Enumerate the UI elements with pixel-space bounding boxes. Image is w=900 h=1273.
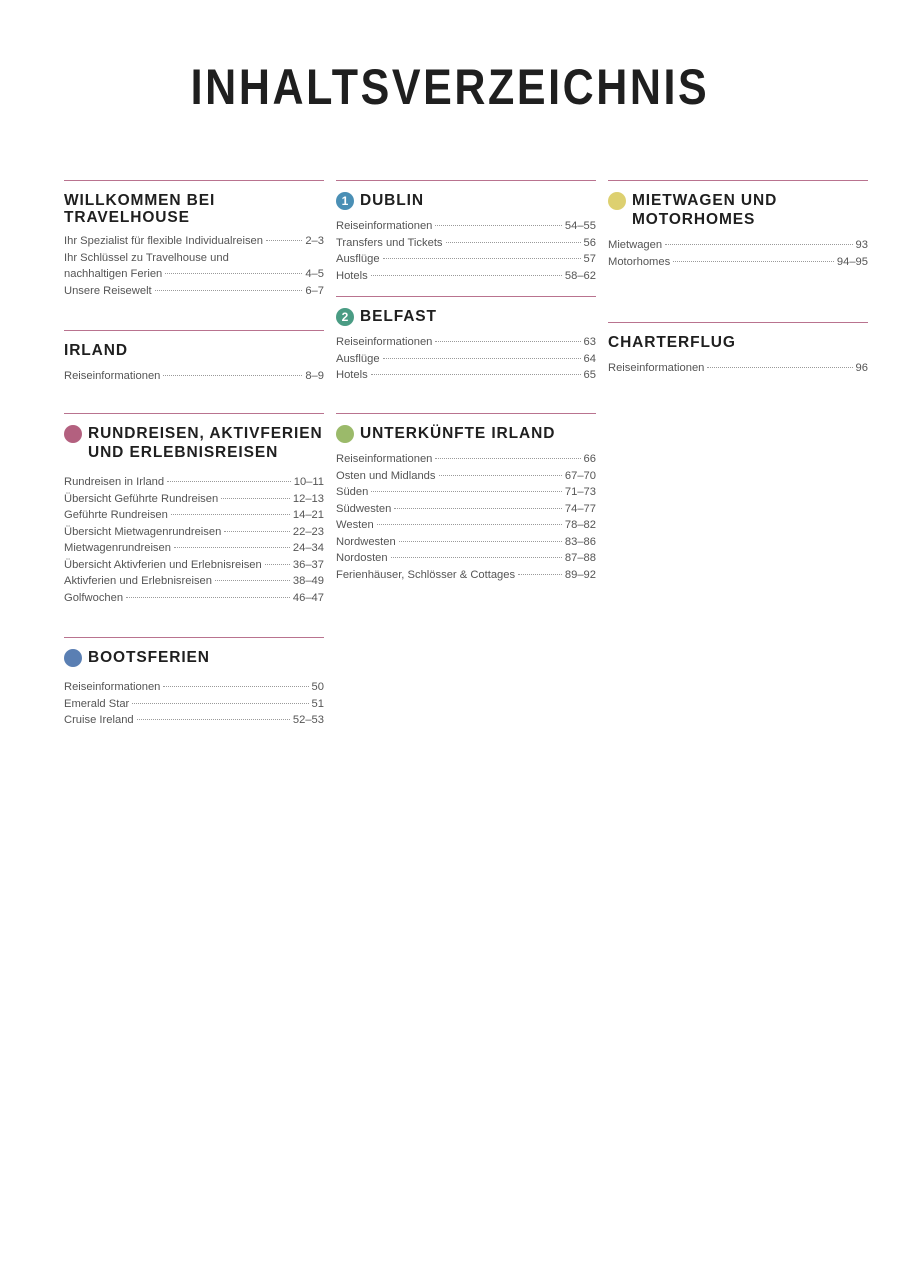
- section-title-line-1: MIETWAGEN UND: [632, 192, 778, 209]
- toc-entry[interactable]: Mietwagenrundreisen 24–34: [64, 542, 324, 554]
- section-title: [64, 191, 215, 225]
- leader-dots: [171, 514, 290, 515]
- toc-list: [608, 360, 868, 377]
- section-heading: [336, 307, 596, 326]
- section-title: BOOTSFERIEN: [88, 649, 210, 666]
- toc-entry[interactable]: Übersicht Geführte Rundreisen 12–13: [64, 492, 324, 505]
- toc-entry[interactable]: Reiseinformationen 54–55: [336, 220, 596, 232]
- section-willkommen: [64, 180, 324, 299]
- toc-entry[interactable]: Aktivferien und Erlebnisreisen 38–49: [64, 575, 324, 587]
- toc-entry[interactable]: Geführte Rundreisen 14–21: [64, 509, 324, 521]
- leader-dots: [215, 580, 290, 581]
- toc-entry[interactable]: Osten und Midlands 67–70: [336, 469, 596, 482]
- toc-entry[interactable]: Ausflüge 57: [336, 253, 596, 265]
- section-heading: [64, 424, 324, 462]
- leader-dots: [155, 290, 303, 291]
- section-title: CHARTERFLUG: [608, 334, 736, 351]
- toc-entry[interactable]: Reiseinformationen 50: [64, 681, 324, 693]
- section-heading: [608, 333, 868, 352]
- leader-dots: [435, 225, 561, 226]
- leader-dots: [371, 275, 562, 276]
- category-dot-icon: [64, 649, 82, 667]
- number-badge-icon: 2: [336, 308, 354, 326]
- leader-dots: [224, 531, 290, 532]
- toc-entry[interactable]: Reiseinformationen 8–9: [64, 370, 324, 382]
- section-title: UNTERKÜNFTE IRLAND: [360, 425, 556, 442]
- toc-entry[interactable]: Unsere Reisewelt 6–7: [64, 284, 324, 297]
- leader-dots: [399, 541, 562, 542]
- leader-dots: [165, 273, 302, 274]
- leader-dots: [383, 358, 581, 359]
- leader-dots: [391, 557, 562, 558]
- leader-dots: [167, 481, 291, 482]
- leader-dots: [439, 475, 562, 476]
- toc-entry[interactable]: Hotels 58–62: [336, 269, 596, 282]
- toc-list: [64, 474, 324, 606]
- category-dot-icon: [336, 425, 354, 443]
- section-title: [88, 424, 323, 462]
- section-title: [632, 191, 777, 229]
- leader-dots: [435, 341, 580, 342]
- section-title: BELFAST: [360, 308, 437, 325]
- section-irland: [64, 330, 324, 385]
- section-title-line-2: TRAVELHOUSE: [64, 209, 190, 226]
- leader-dots: [435, 458, 580, 459]
- toc-list: [336, 218, 596, 284]
- section-heading: [608, 191, 868, 229]
- toc-entry[interactable]: Nordwesten 83–86: [336, 535, 596, 548]
- section-heading: [64, 191, 324, 225]
- leader-dots: [265, 564, 290, 565]
- category-dot-icon: [64, 425, 82, 443]
- leader-dots: [665, 244, 852, 245]
- toc-entry[interactable]: Übersicht Mietwagenrundreisen 22–23: [64, 525, 324, 538]
- category-dot-icon: [608, 192, 626, 210]
- section-title-line-2: MOTORHOMES: [632, 211, 756, 228]
- section-bootsferien: [64, 637, 324, 729]
- toc-entry[interactable]: nachhaltigen Ferien 4–5: [64, 268, 324, 280]
- number-badge-icon: 1: [336, 192, 354, 210]
- toc-entry[interactable]: Süden 71–73: [336, 486, 596, 498]
- leader-dots: [673, 261, 834, 262]
- section-mietwagen: [608, 180, 868, 270]
- section-title-line-2: UND ERLEBNISREISEN: [88, 444, 279, 461]
- toc-entry-line[interactable]: Ihr Schlüssel zu Travelhouse und: [64, 251, 229, 264]
- toc-entry[interactable]: Transfers und Tickets 56: [336, 236, 596, 249]
- toc-entry[interactable]: Reiseinformationen 66: [336, 453, 596, 465]
- toc-list: [336, 334, 596, 384]
- toc-entry[interactable]: Nordosten 87–88: [336, 552, 596, 564]
- section-rundreisen: [64, 413, 324, 606]
- leader-dots: [266, 240, 302, 241]
- toc-entry[interactable]: Hotels 65: [336, 369, 596, 381]
- section-title: DUBLIN: [360, 192, 424, 209]
- leader-dots: [163, 686, 308, 687]
- section-title: IRLAND: [64, 342, 128, 359]
- leader-dots: [518, 574, 562, 575]
- toc-entry[interactable]: Golfwochen 46–47: [64, 591, 324, 604]
- toc-entry[interactable]: Westen 78–82: [336, 519, 596, 531]
- leader-dots: [377, 524, 562, 525]
- toc-entry[interactable]: Übersicht Aktivferien und Erlebnisreisen 36–37: [64, 558, 324, 571]
- section-title-line-1: WILLKOMMEN BEI: [64, 192, 216, 209]
- toc-entry[interactable]: Reiseinformationen 96: [608, 362, 868, 374]
- toc-entry[interactable]: Ihr Spezialist für flexible Individualreisen 2–3: [64, 235, 324, 247]
- section-dublin: [336, 180, 596, 284]
- leader-dots: [221, 498, 290, 499]
- toc-entry[interactable]: Ferienhäuser, Schlösser & Cottages 89–92: [336, 568, 596, 581]
- toc-entry[interactable]: Südwesten 74–77: [336, 502, 596, 515]
- toc-entry[interactable]: Motorhomes 94–95: [608, 255, 868, 268]
- section-title-line-1: RUNDREISEN, AKTIVFERIEN: [88, 425, 323, 442]
- leader-dots: [371, 374, 581, 375]
- toc-list: [336, 451, 596, 583]
- section-heading: [336, 191, 596, 210]
- leader-dots: [707, 367, 852, 368]
- leader-dots: [371, 491, 562, 492]
- toc-entry[interactable]: Reiseinformationen 63: [336, 336, 596, 348]
- page-title: INHALTSVERZEICHNIS: [190, 59, 710, 115]
- section-heading: [64, 341, 324, 360]
- leader-dots: [394, 508, 562, 509]
- toc-entry[interactable]: Emerald Star 51: [64, 697, 324, 710]
- toc-list: [608, 237, 868, 270]
- toc-list: [64, 679, 324, 729]
- toc-entry[interactable]: Cruise Ireland 52–53: [64, 714, 324, 726]
- leader-dots: [126, 597, 290, 598]
- toc-list: [64, 368, 324, 385]
- section-unterkuenfte: [336, 413, 596, 583]
- leader-dots: [137, 719, 290, 720]
- toc-entry[interactable]: Mietwagen 93: [608, 239, 868, 251]
- section-heading: [64, 648, 324, 667]
- toc-entry[interactable]: Rundreisen in Irland 10–11: [64, 476, 324, 488]
- section-belfast: [336, 296, 596, 384]
- toc-list: [64, 233, 324, 299]
- leader-dots: [132, 703, 308, 704]
- section-heading: [336, 424, 596, 443]
- leader-dots: [174, 547, 290, 548]
- section-charterflug: [608, 322, 868, 377]
- toc-entry[interactable]: Ausflüge 64: [336, 352, 596, 365]
- leader-dots: [163, 375, 302, 376]
- leader-dots: [383, 258, 581, 259]
- leader-dots: [446, 242, 581, 243]
